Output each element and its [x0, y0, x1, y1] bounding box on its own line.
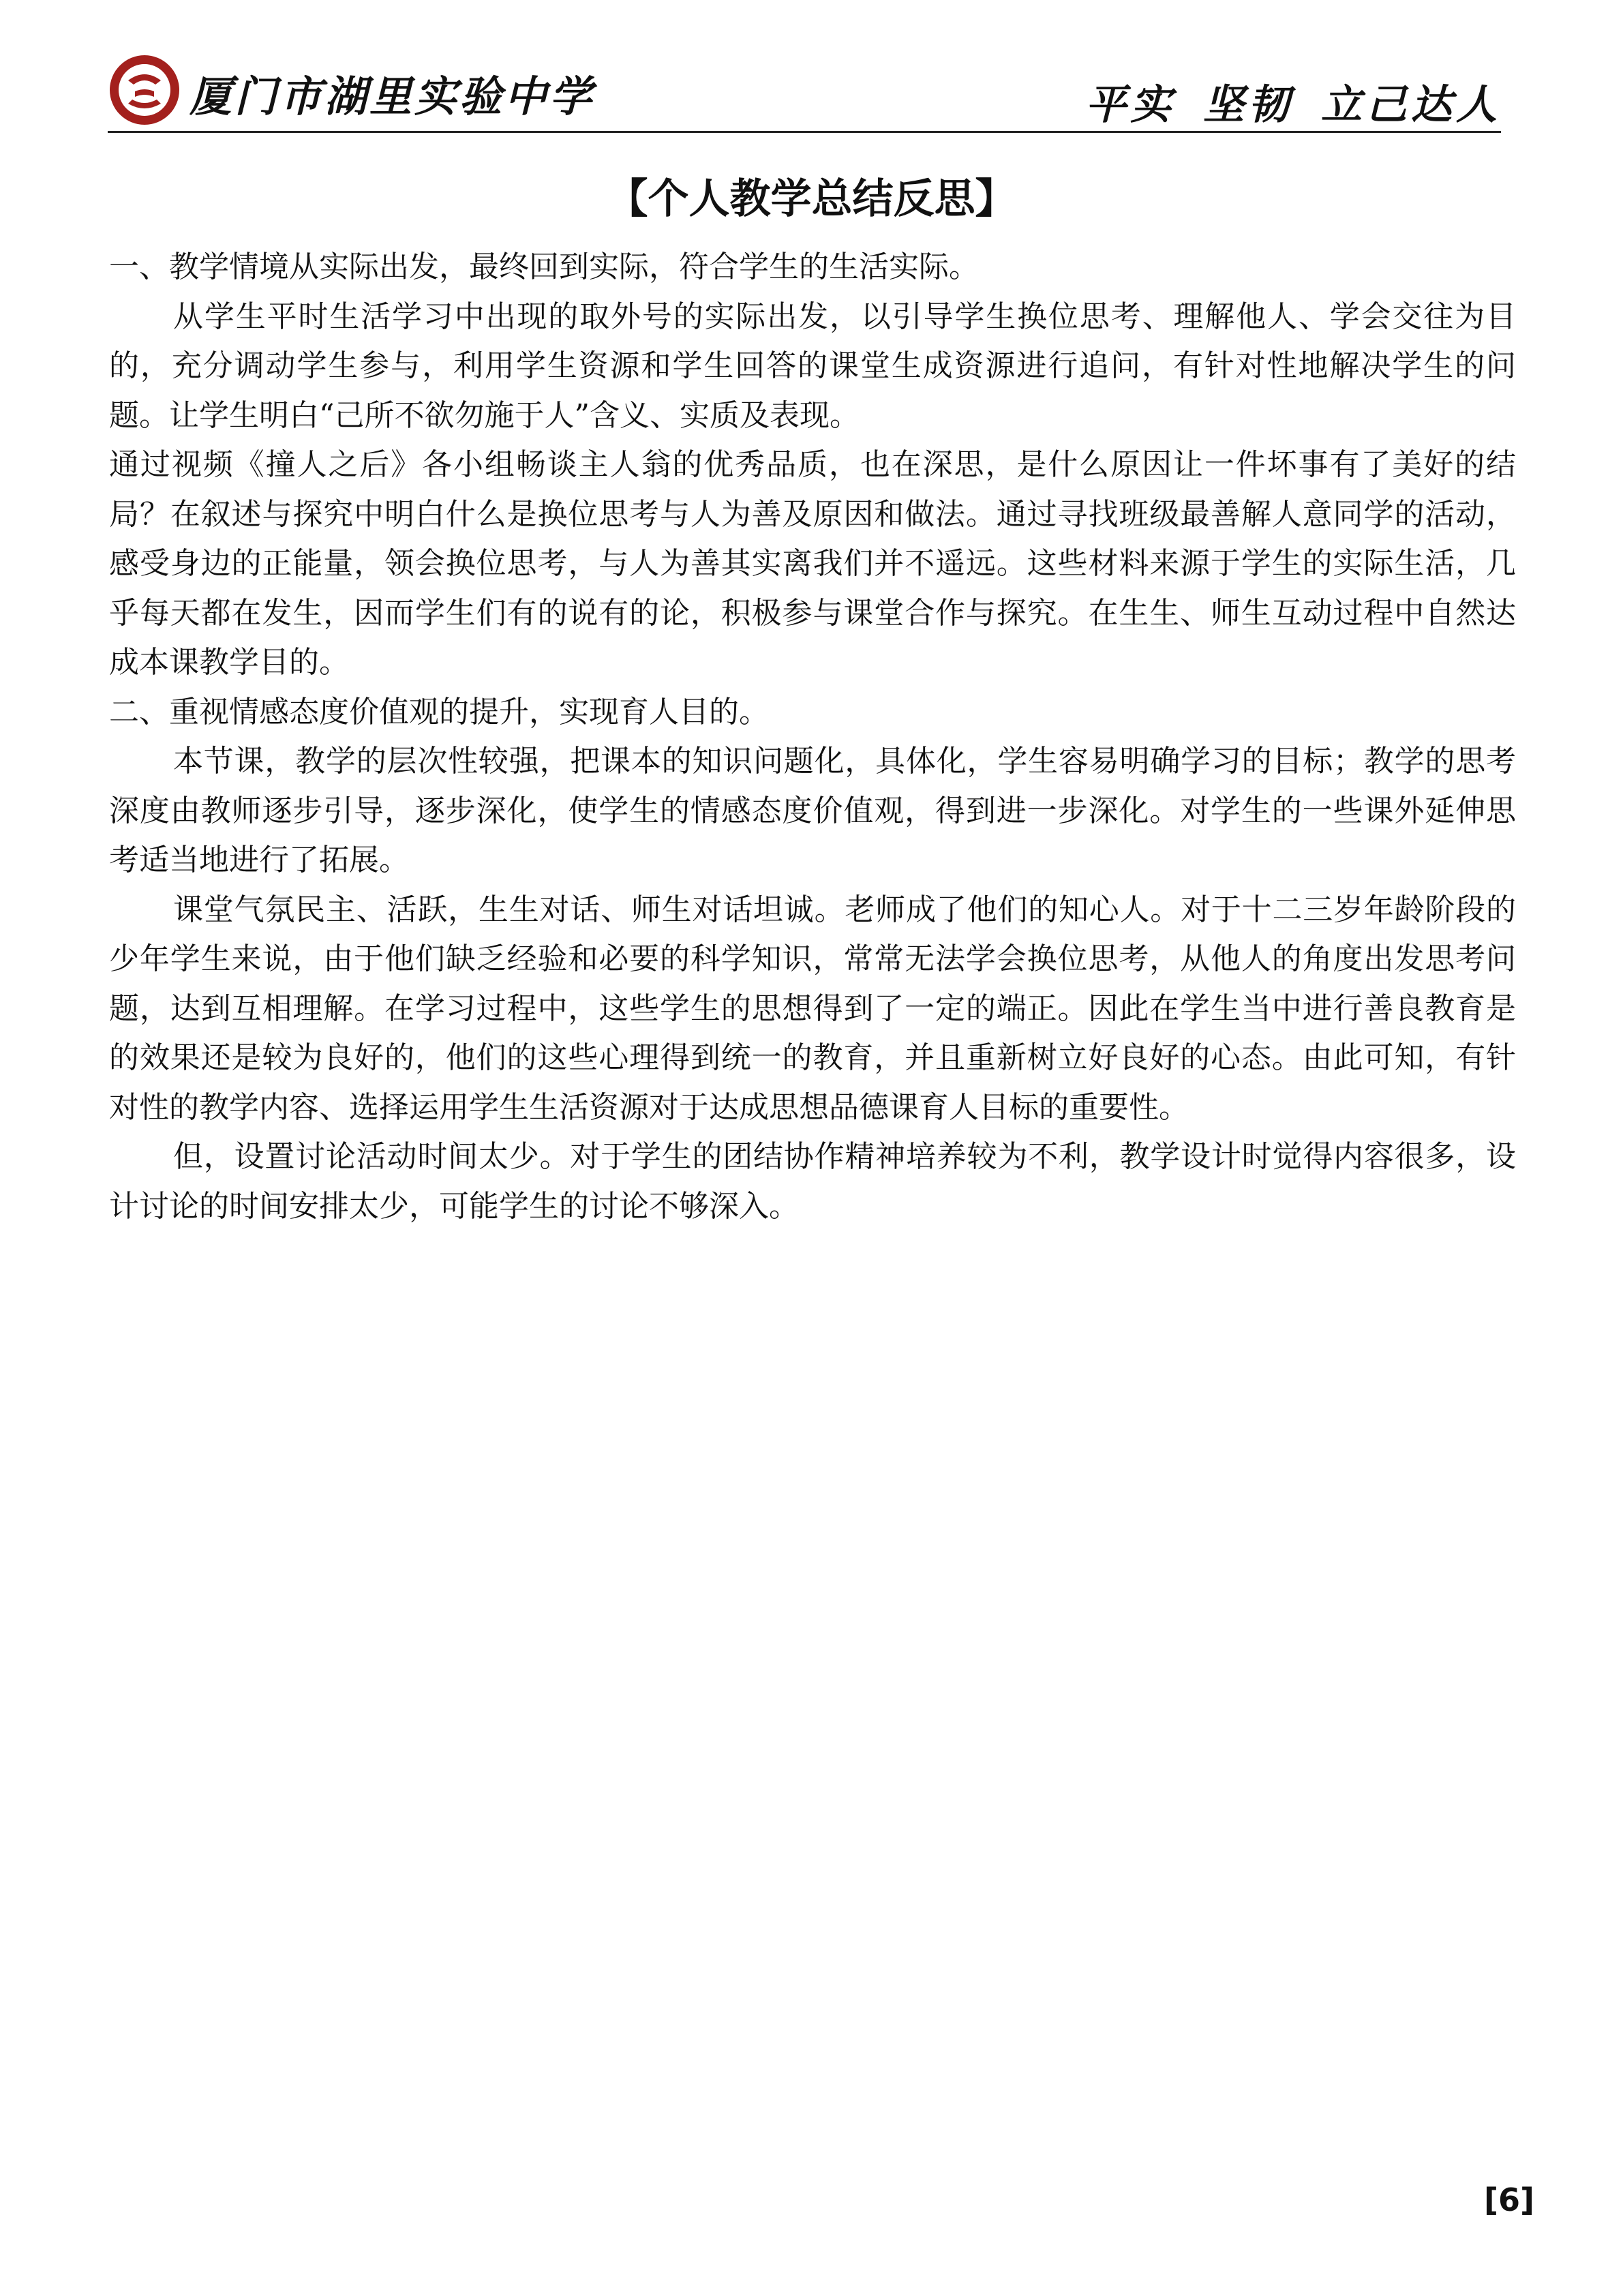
document-body: [109, 243, 1516, 1231]
page-header: [108, 48, 1501, 133]
paragraph: 从学生平时生活学习中出现的取外号的实际出发，以引导学生换位思考、理解他人、学会交往为目的，充分调动学生参与，利用学生资源和学生回答的课堂生成资源进行追问，有针对性地解决学生的问题。让学生明白“己所不欲勿施于人”含义、实质及表现。: [109, 299, 1516, 433]
paragraph: 通过视频《撞人之后》各小组畅谈主人翁的优秀品质，也在深思，是什么原因让一件坏事有了美好的结局？在叙述与探究中明白什么是换位思考与人为善及原因和做法。通过寻找班级最善解人意同学的活动，感受身边的正能量，领会换位思考，与人为善其实离我们并不遥远。这些材料来源于学生的实际生活，几乎每天都在发生，因而学生们有的说有的论，积极参与课堂合作与探究。在生生、师生互动过程中自然达成本课教学目的。: [109, 447, 1516, 680]
section-heading-2: 二、重视情感态度价值观的提升，实现育人目的。: [109, 694, 769, 729]
section-heading-1: 一、教学情境从实际出发，最终回到实际，符合学生的生活实际。: [109, 250, 979, 284]
school-name: 厦门市湖里实验中学: [189, 72, 595, 121]
page-number: [6]: [1483, 2181, 1534, 2218]
school-motto: 平实 坚韧 立己达人: [1085, 81, 1501, 129]
paragraph: 但，设置讨论活动时间太少。对于学生的团结协作精神培养较为不利，教学设计时觉得内容很多，设计讨论的时间安排太少，可能学生的讨论不够深入。: [109, 1139, 1516, 1224]
school-logo-icon: [108, 53, 181, 127]
paragraph: 课堂气氛民主、活跃，生生对话、师生对话坦诚。老师成了他们的知心人。对于十二三岁年龄阶段的少年学生来说，由于他们缺乏经验和必要的科学知识，常常无法学会换位思考，从他人的角度出发思考问题，达到互相理解。在学习过程中，这些学生的思想得到了一定的端正。因此在学生当中进行善良教育是的效果还是较为良好的，他们的这些心理得到统一的教育，并且重新树立好良好的心态。由此可知，有针对性的教学内容、选择运用学生生活资源对于达成思想品德课育人目标的重要性。: [109, 892, 1516, 1125]
paragraph: 本节课，教学的层次性较强，把课本的知识问题化，具体化，学生容易明确学习的目标；教学的思考深度由教师逐步引导，逐步深化，使学生的情感态度价值观，得到进一步深化。对学生的一些课外延伸思考适当地进行了拓展。: [109, 744, 1516, 877]
page-title: 【个人教学总结反思】: [607, 175, 1016, 223]
